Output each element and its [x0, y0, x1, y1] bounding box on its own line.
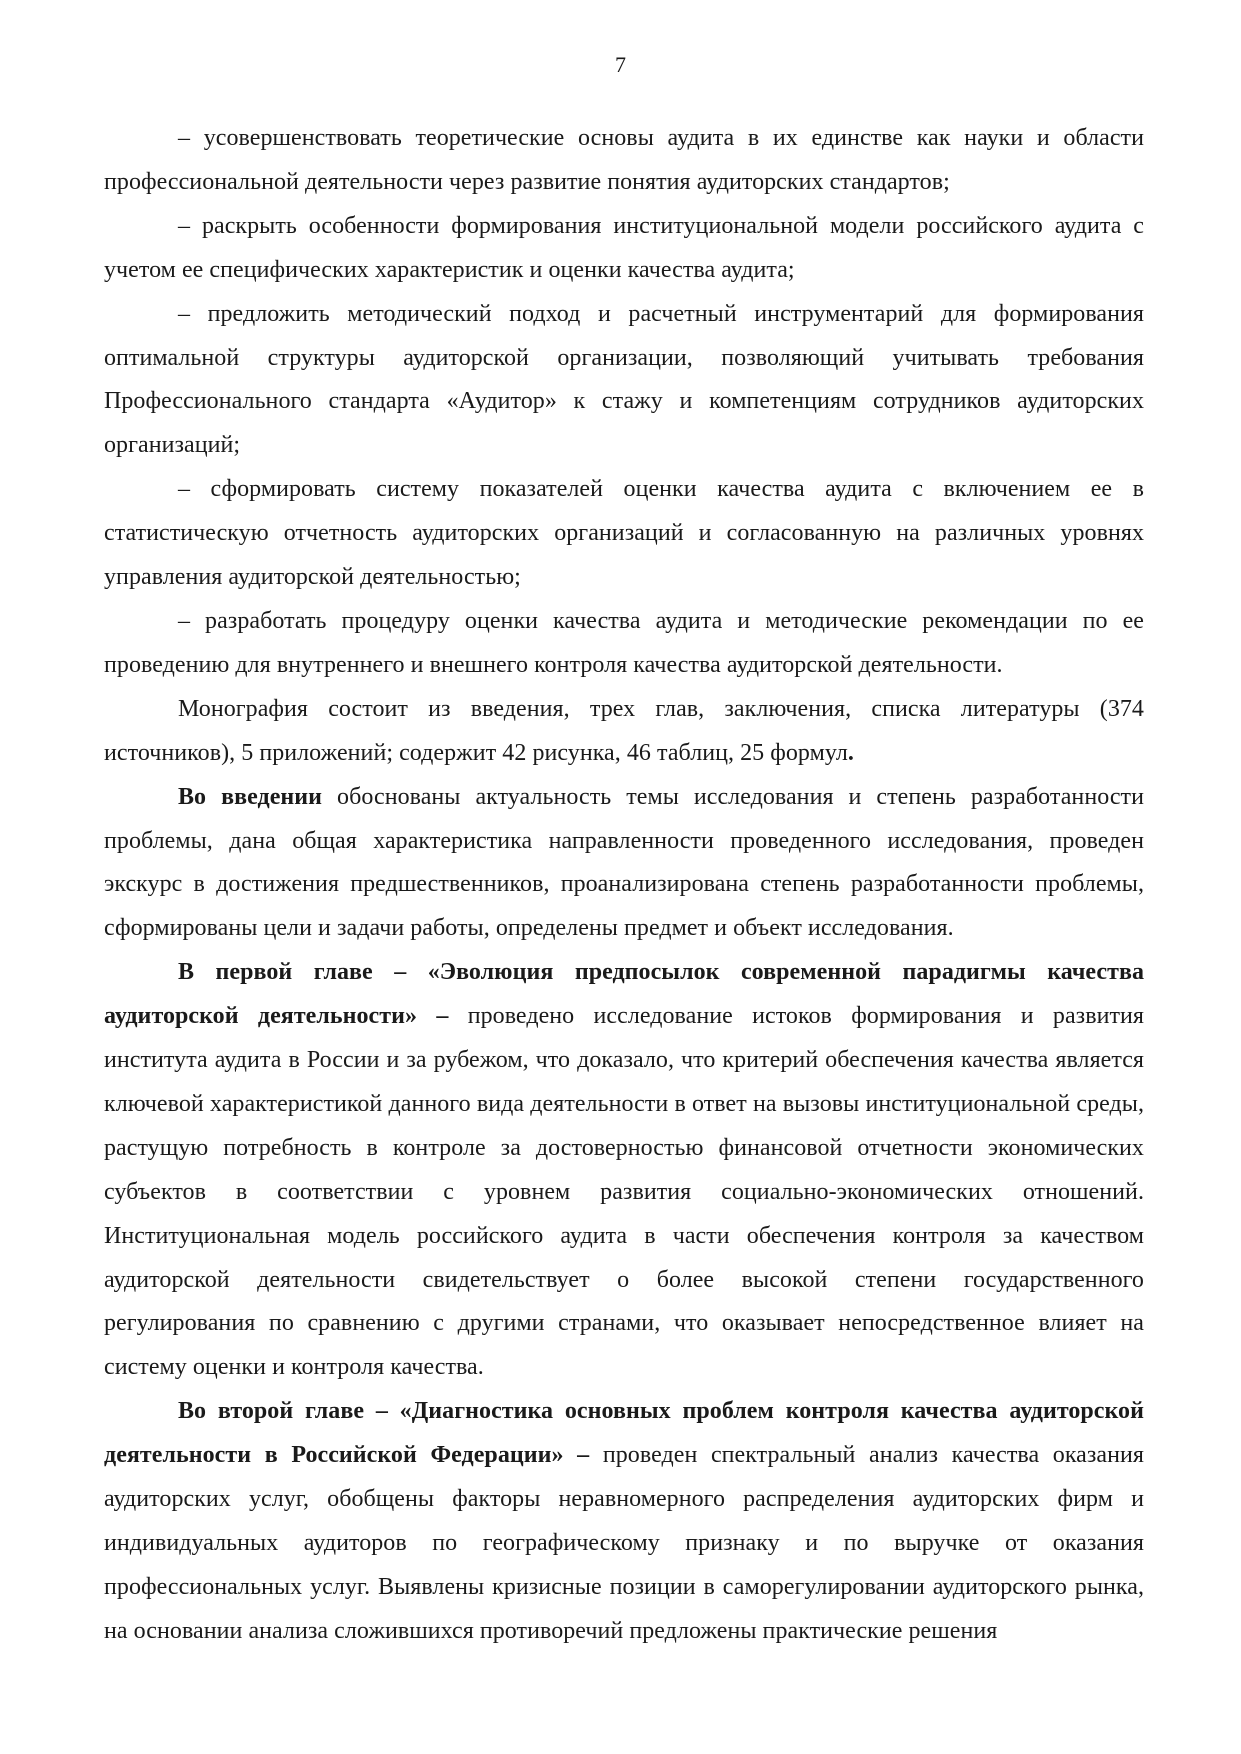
paragraph-task-theory — [104, 117, 1144, 205]
paragraph-text: – предложить методический подход и расчетный инструментарий для формирования оптимальной структуры аудиторской организации, позволяющий учитывать требования Профессионального стандарта «Аудитор» к стажу и компетенциям сотрудников аудиторских организаций; — [104, 300, 1144, 459]
paragraph-text: проведено исследование истоков формирования и развития института аудита в России и за рубежом, что доказало, что критерий обеспечения качества является ключевой характеристикой данного вида деятельности в ответ на вызовы институциональной среды, растущую потребность в контроле за достоверностью финансовой отчетности экономических субъектов в соответствии с уровнем развития социально-экономических отношений. Институциональная модель российского аудита в части обеспечения контроля за качеством аудиторской деятельности свидетельствует о более высокой степени государственного регулирования по сравнению с другими странами, что оказывает непосредственное влияет на систему оценки и контроля качества. — [104, 1003, 1144, 1381]
paragraph-text: – сформировать систему показателей оценки качества аудита с включением ее в статистическую отчетность аудиторских организаций и согласованную на различных уровнях управления аудиторской деятельностью; — [104, 476, 1144, 591]
paragraph-lead: В первой главе – «Эволюция предпосылок современной парадигмы качества аудиторской деятельности» – — [104, 959, 1144, 1030]
paragraph-lead: Во второй главе – «Диагностика основных проблем контроля качества аудиторской деятельности в Российской Федерации» – — [104, 1398, 1144, 1469]
paragraph-task-procedure — [104, 600, 1144, 688]
document-body — [104, 117, 1144, 1654]
paragraph-task-indicator-system — [104, 468, 1144, 600]
paragraph-lead: Во введении — [178, 783, 323, 810]
page-number: 7 — [615, 52, 626, 77]
paragraph-task-methodical-approach — [104, 293, 1144, 469]
paragraph-chapter-1 — [104, 951, 1144, 1390]
paragraph-chapter-2 — [104, 1390, 1144, 1653]
paragraph-text: – разработать процедуру оценки качества аудита и методические рекомендации по ее проведению для внутреннего и внешнего контроля качества аудиторской деятельности. — [104, 607, 1144, 678]
paragraph-text: обоснованы актуальность темы исследования и степень разработанности проблемы, дана общая характеристика направленности проведенного исследования, проведен экскурс в достижения предшественников, проанализирована степень разработанности проблемы, сформированы цели и задачи работы, определены предмет и объект исследования. — [104, 783, 1144, 942]
paragraph-text: Монография состоит из введения, трех глав, заключения, списка литературы (374 источников), 5 приложений; содержит 42 рисунка, 46 таблиц, 25 формул — [104, 695, 1144, 766]
paragraph-monograph-structure — [104, 688, 1144, 776]
paragraph-text: – усовершенствовать теоретические основы аудита в их единстве как науки и области профессиональной деятельности через развитие понятия аудиторских стандартов; — [104, 125, 1144, 195]
paragraph-text: проведен спектральный анализ качества оказания аудиторских услуг, обобщены факторы неравномерного распределения аудиторских фирм и индивидуальных аудиторов по географическому признаку и по выручке от оказания профессиональных услуг. Выявлены кризисные позиции в саморегулировании аудиторского рынка, на основании анализа сложившихся противоречий предложены практические решения — [104, 1442, 1144, 1644]
paragraph-text: – раскрыть особенности формирования институциональной модели российского аудита с учетом ее специфических характеристик и оценки качества аудита; — [104, 212, 1144, 283]
paragraph-introduction — [104, 776, 1144, 952]
paragraph-task-institutional-model — [104, 205, 1144, 293]
paragraph-bold-end: . — [847, 739, 854, 766]
